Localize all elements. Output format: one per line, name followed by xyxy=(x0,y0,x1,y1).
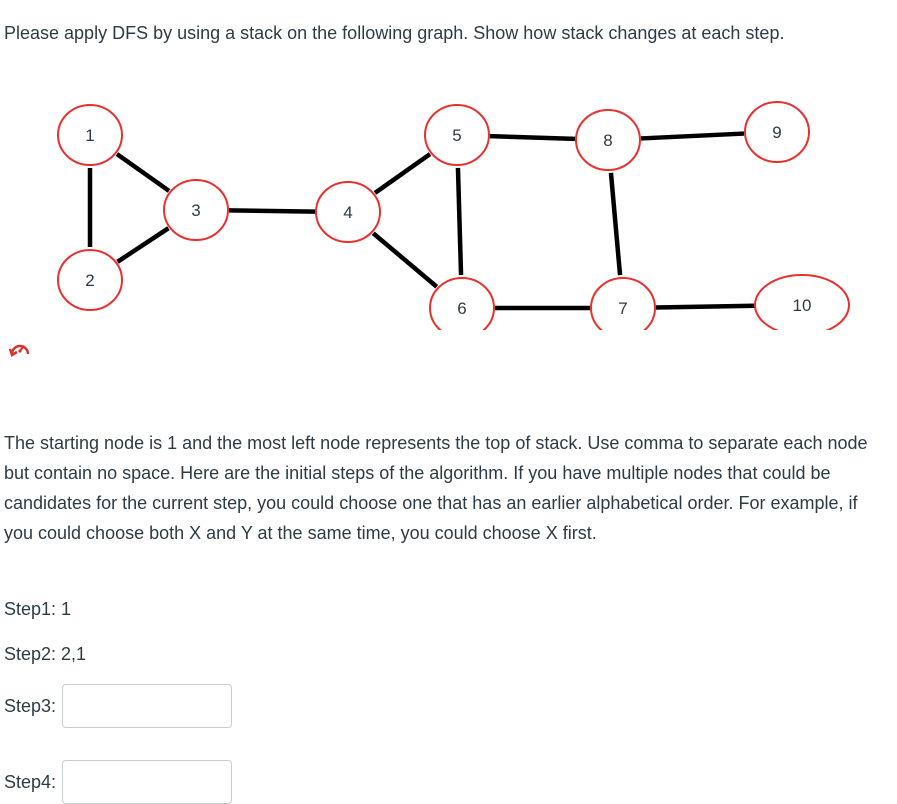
step1-text: Step1: 1 xyxy=(4,599,72,619)
edge-3-4 xyxy=(229,210,315,211)
edge-1-3 xyxy=(117,154,169,191)
node-label: 8 xyxy=(603,131,613,150)
edge-8-9 xyxy=(641,134,744,139)
step3-row xyxy=(4,684,232,728)
node-2 xyxy=(58,250,122,310)
instructions-text: The starting node is 1 and the most left node represents the top of stack. Use comma to separate each node but contain no space. Here are the initial steps of the algorithm. If you have multiple nodes that could be candidates for the current step, you could choose one that has an earlier alphabetical order. For example, if you could choose both X and Y at the same time, you could choose X first. xyxy=(4,433,868,543)
node-7 xyxy=(591,278,655,330)
node-label: 2 xyxy=(85,271,95,290)
node-4 xyxy=(316,182,380,242)
step4-label: Step4: xyxy=(4,771,57,792)
step2-value: Step2: 2,1 xyxy=(4,644,87,664)
node-1 xyxy=(58,105,122,165)
node-3 xyxy=(164,180,228,240)
edge-4-5 xyxy=(375,154,430,193)
edge-2-3 xyxy=(118,228,169,262)
step2-text xyxy=(4,641,86,667)
node-label: 6 xyxy=(457,299,467,318)
node-8 xyxy=(576,110,640,170)
node-5 xyxy=(425,105,489,165)
graph-diagram xyxy=(0,90,897,330)
step3-label: Step3: xyxy=(4,695,57,716)
step4-input[interactable] xyxy=(62,760,232,804)
node-label: 5 xyxy=(452,126,462,145)
step4-row xyxy=(4,760,232,804)
edge-5-8 xyxy=(490,136,575,139)
edge-4-6 xyxy=(373,233,437,286)
node-label: 3 xyxy=(191,201,201,220)
edge-5-6 xyxy=(458,168,461,275)
node-10 xyxy=(755,275,849,330)
node-label: 10 xyxy=(792,296,812,315)
node-6 xyxy=(430,278,494,330)
step3-input[interactable] xyxy=(62,684,232,728)
refresh-icon[interactable] xyxy=(8,338,32,362)
node-9 xyxy=(745,102,809,162)
node-label: 9 xyxy=(772,123,782,142)
node-label: 7 xyxy=(618,299,628,318)
node-label: 1 xyxy=(85,126,95,145)
node-label: 4 xyxy=(343,203,353,222)
question-prompt: Please apply DFS by using a stack on the following graph. Show how stack changes at each step. xyxy=(4,23,785,43)
edge-8-7 xyxy=(611,173,620,275)
edge-7-10 xyxy=(656,306,755,308)
